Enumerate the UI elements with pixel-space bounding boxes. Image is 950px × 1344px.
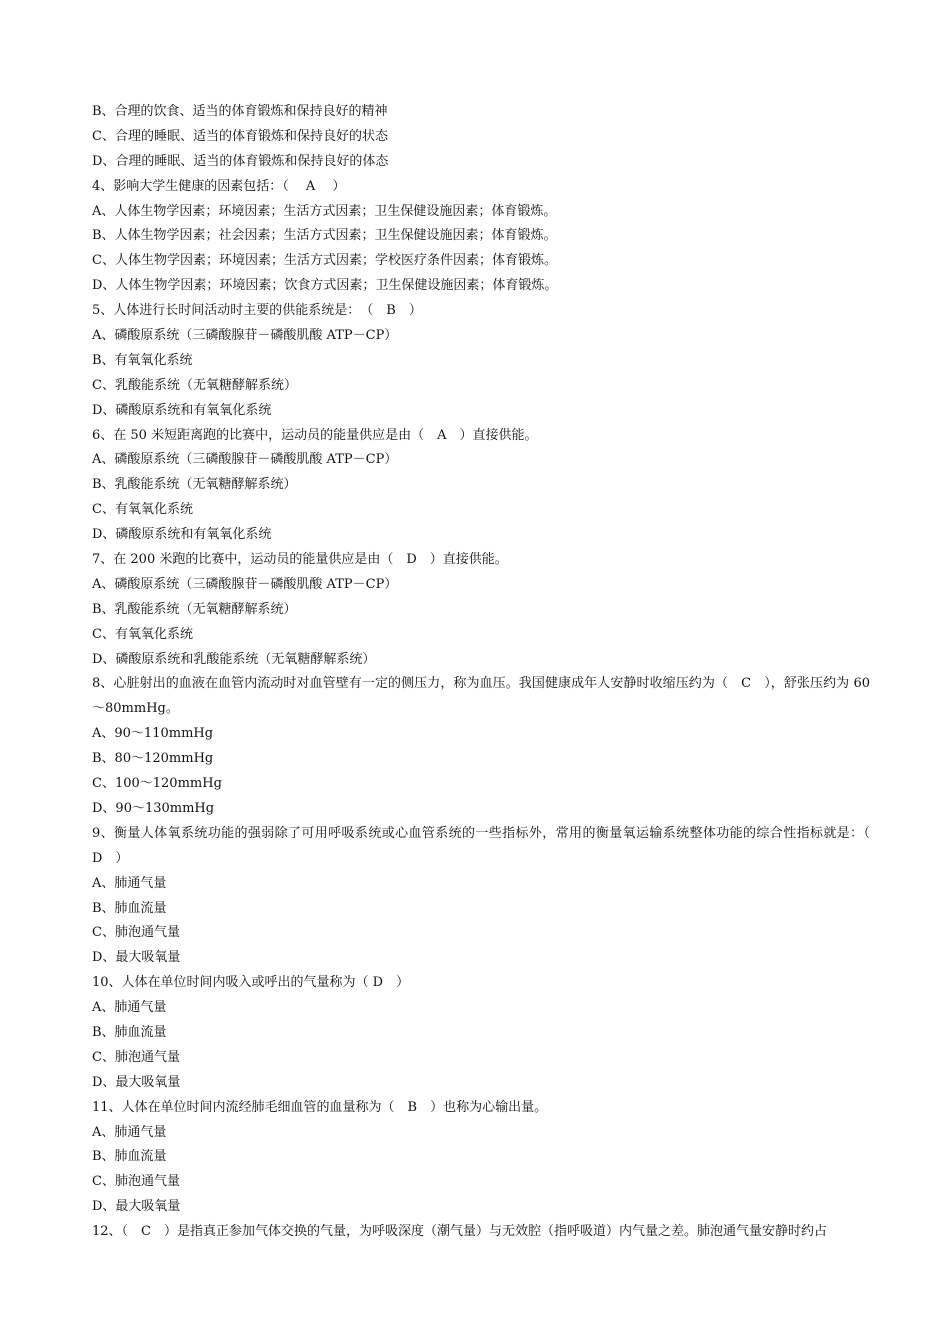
option-line: C、有氧氧化系统 — [92, 502, 193, 518]
option-line: C、人体生物学因素；环境因素；生活方式因素；学校医疗条件因素；体育锻炼。 — [92, 253, 557, 269]
option-line: C、肺泡通气量 — [92, 1174, 180, 1190]
option-line: C、合理的睡眠、适当的体育锻炼和保持良好的状态 — [92, 128, 388, 144]
option-line: D、磷酸原系统和有氧氧化系统 — [92, 402, 272, 418]
option-line: B、乳酸能系统（无氧糖酵解系统） — [92, 601, 297, 617]
option-line: B、人体生物学因素；社会因素；生活方式因素；卫生保健设施因素；体育锻炼。 — [92, 228, 557, 244]
question-line: 4、影响大学生健康的因素包括：（ A ） — [92, 178, 346, 194]
question-line: 7、在 200 米跑的比赛中，运动员的能量供应是由（ D ）直接供能。 — [92, 552, 508, 568]
option-line: A、磷酸原系统（三磷酸腺苷－磷酸肌酸 ATP－CP） — [92, 576, 398, 592]
option-line: C、100～120mmHg — [92, 776, 222, 792]
option-line: A、肺通气量 — [92, 1124, 167, 1140]
option-line: C、肺泡通气量 — [92, 925, 180, 941]
option-line: D、最大吸氧量 — [92, 1199, 181, 1215]
option-line: C、有氧氧化系统 — [92, 626, 193, 642]
option-line: D、磷酸原系统和有氧氧化系统 — [92, 527, 272, 543]
question-line: 6、在 50 米短距离跑的比赛中，运动员的能量供应是由（ A ）直接供能。 — [92, 427, 538, 443]
question-line: 12、（ C ）是指真正参加气体交换的气量，为呼吸深度（潮气量）与无效腔（指呼吸道）内气量之差。肺泡通气量安静时约占 — [92, 1224, 827, 1240]
option-line: B、乳酸能系统（无氧糖酵解系统） — [92, 477, 297, 493]
option-line: D、最大吸氧量 — [92, 950, 181, 966]
option-line: B、肺血流量 — [92, 900, 167, 916]
option-line: D、人体生物学因素；环境因素；饮食方式因素；卫生保健设施因素；体育锻炼。 — [92, 278, 558, 294]
option-line: B、80～120mmHg — [92, 751, 214, 767]
option-line: A、人体生物学因素；环境因素；生活方式因素；卫生保健设施因素；体育锻炼。 — [92, 203, 557, 219]
question-line: 11、人体在单位时间内流经肺毛细血管的血量称为（ B ）也称为心输出量。 — [92, 1099, 548, 1115]
option-line: A、肺通气量 — [92, 1000, 167, 1016]
option-line: B、肺血流量 — [92, 1149, 167, 1165]
option-line: B、有氧氧化系统 — [92, 352, 193, 368]
option-line: D、合理的睡眠、适当的体育锻炼和保持良好的体态 — [92, 153, 389, 169]
option-line: D、磷酸原系统和乳酸能系统（无氧糖酵解系统） — [92, 651, 376, 667]
question-line: 9、衡量人体氧系统功能的强弱除了可用呼吸系统或心血管系统的一些指标外，常用的衡量氧运输系统整体功能的综合性指标就是：（ D ） — [92, 825, 884, 866]
option-line: A、90～110mmHg — [92, 726, 214, 742]
option-line: D、90～130mmHg — [92, 800, 215, 816]
option-line: C、肺泡通气量 — [92, 1049, 180, 1065]
option-line: C、乳酸能系统（无氧糖酵解系统） — [92, 377, 297, 393]
option-line: A、肺通气量 — [92, 875, 167, 891]
option-line: B、肺血流量 — [92, 1025, 167, 1041]
option-line: D、最大吸氧量 — [92, 1074, 181, 1090]
question-line: 10、人体在单位时间内吸入或呼出的气量称为（ D ） — [92, 975, 410, 991]
option-line: B、合理的饮食、适当的体育锻炼和保持良好的精神 — [92, 104, 388, 119]
question-line: 8、心脏射出的血液在血管内流动时对血管壁有一定的侧压力，称为血压。我国健康成年人安静时收缩压约为（ C ），舒张压约为 60～80mmHg。 — [92, 676, 870, 717]
option-line: A、磷酸原系统（三磷酸腺苷－磷酸肌酸 ATP－CP） — [92, 452, 398, 468]
option-line: A、磷酸原系统（三磷酸腺苷－磷酸肌酸 ATP－CP） — [92, 328, 398, 344]
question-line: 5、人体进行长时间活动时主要的供能系统是： （ B ） — [92, 303, 422, 319]
